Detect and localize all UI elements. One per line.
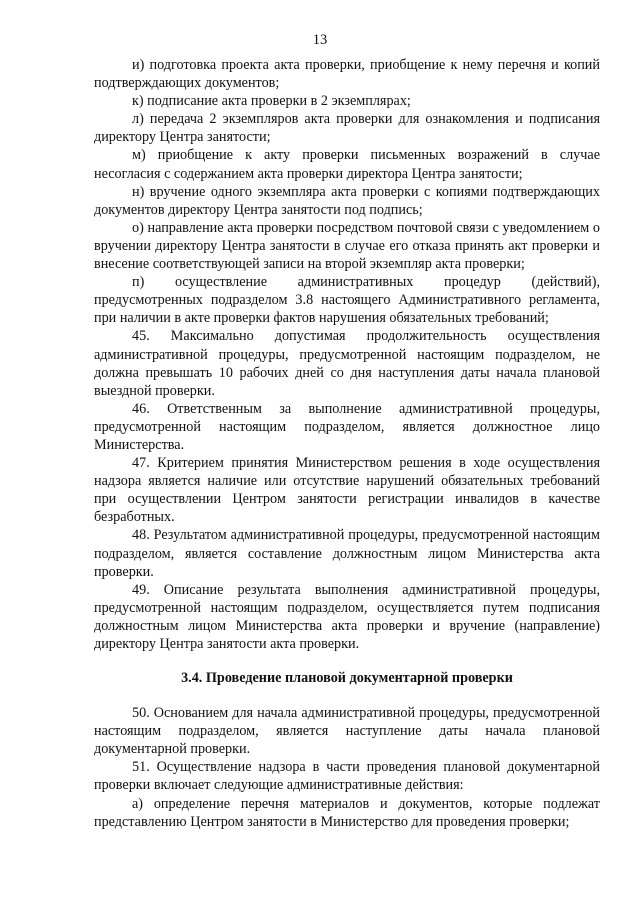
paragraph-item-m: м) приобщение к акту проверки письменных возражений в случае несогласия с содержанием акта проверки директора Центра занятости; [94,147,600,182]
paragraph-item-n: н) вручение одного экземпляра акта проверки с копиями подтверждающих документов директору Центра занятости под подпись; [94,183,600,218]
page-number: 13 [312,32,328,48]
paragraph-46: 46. Ответственным за выполнение административной процедуры, предусмотренной настоящим подразделом, является должностное лицо Министерства. [94,400,600,453]
paragraph-47: 47. Критерием принятия Министерством решения в ходе осуществления надзора является наличие или отсутствие нарушений обязательных требований при осуществлении Центром занятости регистрации инвалидов в качестве безработных. [94,455,600,526]
paragraph-50: 50. Основанием для начала административной процедуры, предусмотренной настоящим подразделом, является наступление даты начала плановой документарной проверки. [94,705,600,758]
paragraph-item-a: а) определение перечня материалов и документов, которые подлежат представлению Центром занятости в Министерство для проведения проверки; [94,795,600,830]
paragraph-item-i: и) подготовка проекта акта проверки, приобщение к нему перечня и копий подтверждающих документов; [94,57,600,92]
paragraph-item-l: л) передача 2 экземпляров акта проверки для ознакомления и подписания директору Центра занятости; [94,111,600,146]
document-body [94,56,600,831]
paragraph-item-p: п) осуществление административных процедур (действий), предусмотренных подразделом 3.8 настоящего Административного регламента, при наличии в акте проверки фактов нарушения обязательных требований; [94,274,600,327]
section-heading: 3.4. Проведение плановой документарной проверки [181,670,513,687]
paragraph-item-k: к) подписание акта проверки в 2 экземплярах; [132,93,411,110]
paragraph-48: 48. Результатом административной процедуры, предусмотренной настоящим подразделом, является составление должностным лицом Министерства акта проверки. [94,527,600,580]
paragraph-item-o: о) направление акта проверки посредством почтовой связи с уведомлением о вручении директору Центра занятости в случае его отказа принять акт проверки и внесение соответствующей записи на второй экземпляр акта проверки; [94,219,600,273]
paragraph-45: 45. Максимально допустимая продолжительность осуществления административной процедуры, предусмотренной настоящим подразделом, не должна превышать 10 рабочих дней со дня наступления даты начала плановой выездной проверки. [94,328,600,399]
paragraph-51: 51. Осуществление надзора в части проведения плановой документарной проверки включает следующие административные действия: [94,759,600,794]
paragraph-49: 49. Описание результата выполнения административной процедуры, предусмотренной настоящим подразделом, осуществляется путем подписания должностным лицом Министерства акта проверки и вручение (направление) директору Центра занятости акта проверки. [94,581,600,652]
